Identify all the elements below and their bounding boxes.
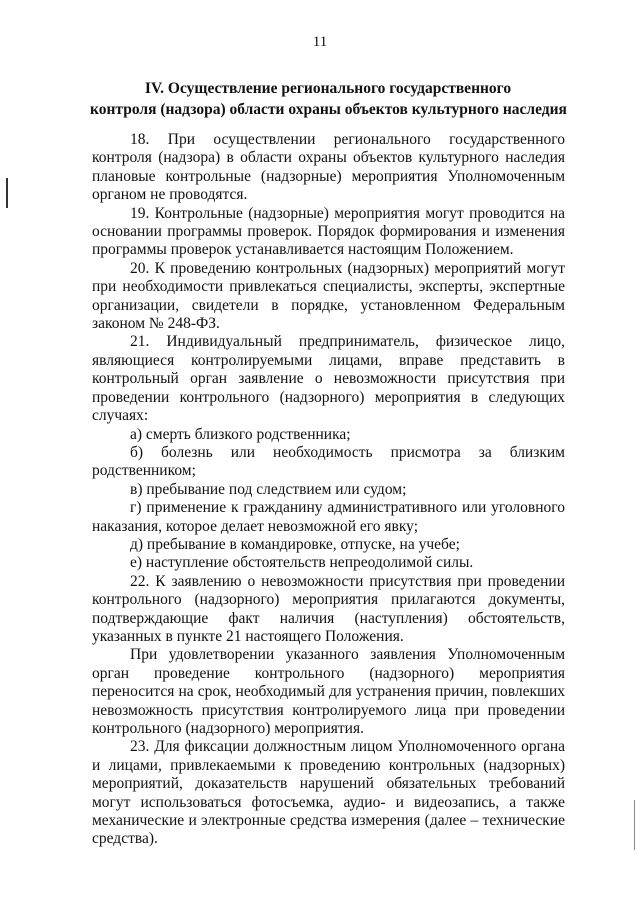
body-text bbox=[92, 131, 565, 849]
list-item-v: в) пребывание под следствием или судом; bbox=[130, 480, 407, 498]
section-heading-line-1: IV. Осуществление регионального государственного bbox=[144, 80, 512, 97]
paragraph-23: 23. Для фиксации должностным лицом Уполномоченного органа и лицами, привлекаемыми к проведению контрольных (надзорных) мероприятий, доказательств нарушений обязательных требований могут использоваться фотосъемка, аудио- и видеозапись, а также механические и электронные средства измерения (далее – технические средства). bbox=[92, 738, 565, 848]
paragraph-20: 20. К проведению контрольных (надзорных) мероприятий могут при необходимости привлекаться специалисты, эксперты, экспертные организации, свидетели в порядке, установленном Федеральным законом № 248-ФЗ. bbox=[92, 259, 565, 333]
right-margin-mark bbox=[634, 800, 635, 850]
section-heading-line-2: контроля (надзора) области охраны объектов культурного наследия bbox=[90, 101, 567, 118]
section-heading bbox=[90, 78, 566, 120]
list-item-g: г) применение к гражданину административного или уголовного наказания, которое делает невозможной его явку; bbox=[92, 499, 565, 535]
paragraph-21: 21. Индивидуальный предприниматель, физическое лицо, являющиеся контролируемыми лицами, вправе представить в контрольный орган заявление о невозможности присутствия при проведении контрольного (надзорного) мероприятия в следующих случаях: bbox=[92, 333, 565, 425]
list-item-d: д) пребывание в командировке, отпуске, на учебе; bbox=[130, 535, 460, 553]
page-number: 11 bbox=[312, 34, 328, 50]
paragraph-22: 22. К заявлению о невозможности присутствия при проведении контрольного (надзорного) мероприятия прилагаются документы, подтверждающие факт наличия (наступления) обстоятельств, указанных в пункте 21 настоящего Положения. bbox=[92, 572, 565, 645]
paragraph-22-continued: При удовлетворении указанного заявления Уполномоченным орган проведение контрольного (надзорного) мероприятия переносится на срок, необходимый для устранения причин, повлекших невозможность присутствия контролируемого лица при проведении контрольного (надзорного) мероприятия. bbox=[92, 646, 565, 737]
list-item-e: е) наступление обстоятельств непреодолимой силы. bbox=[130, 554, 474, 572]
list-item-b: б) болезнь или необходимость присмотра за близким родственником; bbox=[92, 443, 565, 480]
paragraph-19: 19. Контрольные (надзорные) мероприятия могут проводится на основании программы проверок. Порядок формирования и изменения программы проверок устанавливается настоящим Положением. bbox=[92, 204, 565, 259]
list-item-a: а) смерть близкого родственника; bbox=[130, 425, 351, 443]
left-margin-mark bbox=[6, 178, 8, 208]
paragraph-18: 18. При осуществлении регионального государственного контроля (надзора) в области охраны объектов культурного наследия плановые контрольные (надзорные) мероприятия Уполномоченным органом не проводятся. bbox=[92, 131, 565, 204]
